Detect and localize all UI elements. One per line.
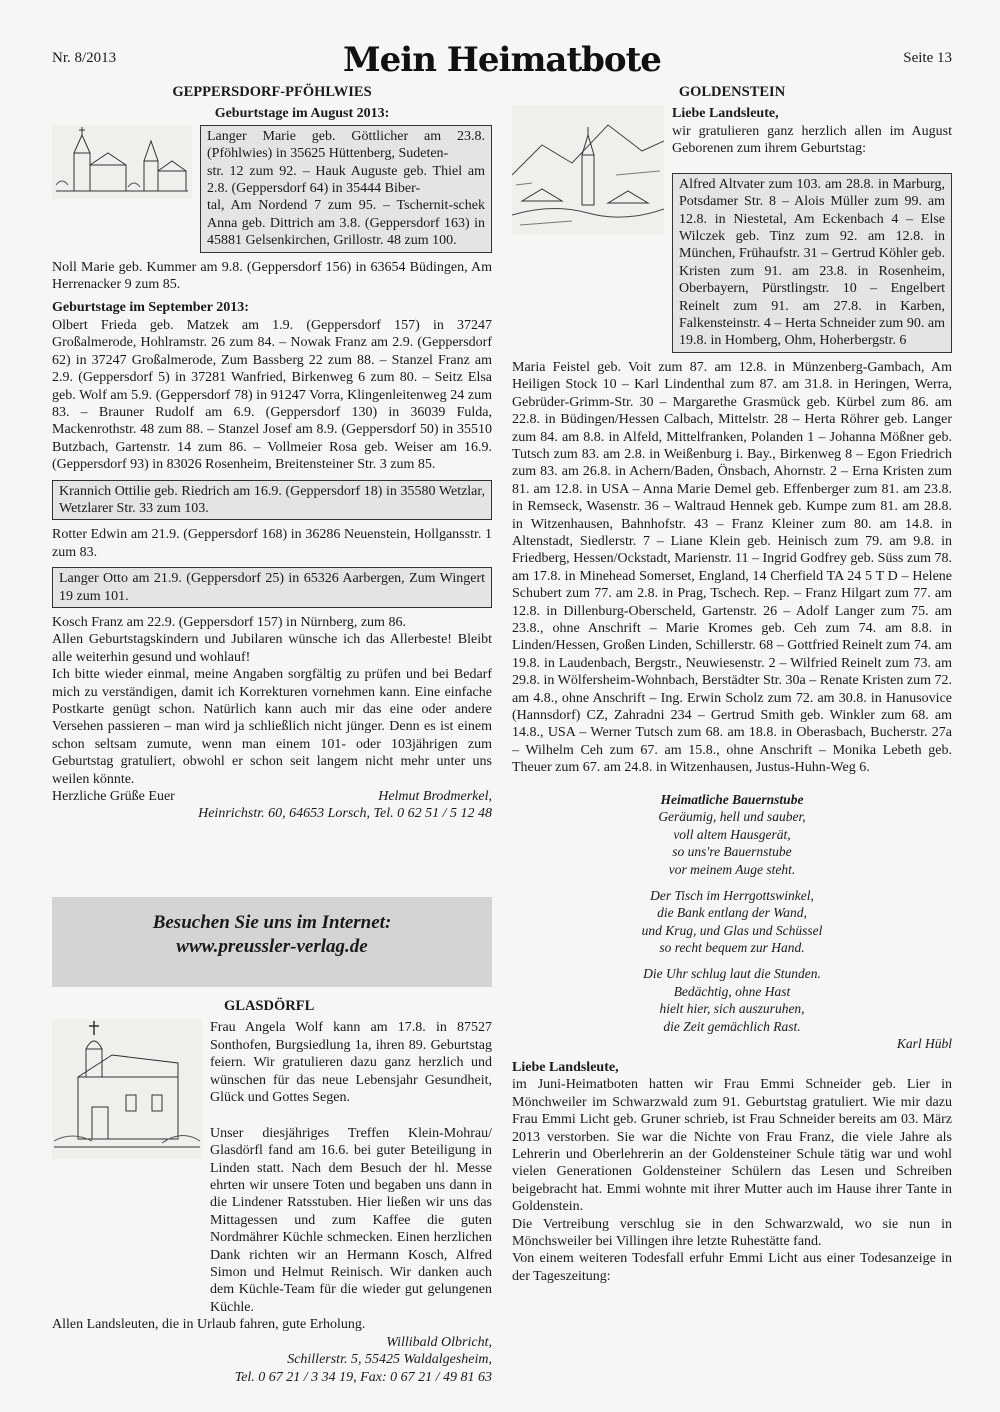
glasdoerfl-holiday: Allen Landsleuten, die in Urlaub fahren, gute Erholung. bbox=[52, 1317, 366, 1333]
poem bbox=[512, 791, 952, 1053]
poem-author: Karl Hübl bbox=[896, 1036, 952, 1052]
highlight-box-goldenstein bbox=[672, 173, 952, 353]
section-title-goldenstein: GOLDENSTEIN bbox=[678, 84, 786, 100]
box-line: Langer Marie geb. Göttlicher am 23.8. (Pföhlwies) in 35625 Hüttenberg, Sudeten- bbox=[207, 128, 485, 162]
september-list: Olbert Frieda geb. Matzek am 1.9. (Geppersdorf 157) in 37247 Großalmerode, Hohlramstr. 26 zum 84. – Nowak Franz am 2.9. (Geppersdorf 62) in 37247 Großalmerode, Zum Bassberg 22 zum 88. – Stanzel Franz am 2.9. (Geppersdorf 5) in 37281 Wanfried, Birkenweg 6 zum 80. – Seitz Elsa geb. Wolf am 5.9. (Geppersdorf 78) in 91247 Vorra, Klingenleitenweg 24 zum 83. – Brauner Rudolf am 6.9. (Geppersdorf 130) in 36039 Fulda, Mackenrothstr. 48 zum 88. – Stanzel Josef am 8.9. (Geppersdorf 50) in 35510 Butzbach, Gartenstr. 14 zum 86. – Vollmeier Rosa geb. Weiser am 16.9. (Geppersdorf 93) in 83026 Rosenheim, Breitensteiner Str. 3 zum 85. bbox=[52, 317, 492, 473]
geppersdorf-intro bbox=[52, 125, 492, 253]
issue-number: Nr. 8/2013 bbox=[52, 50, 117, 66]
box-line: tal, Am Nordend 7 zum 95. – Tschernit-schek Anna geb. Dittrich am 3.8. (Geppersdorf 163) in 45881 Gelsenkirchen, Grillostr. 48 zum 100. bbox=[207, 198, 485, 249]
poem-line: voll altem Hausgerät, bbox=[673, 826, 791, 842]
glasdoerfl-address-1: Schillerstr. 5, 55425 Waldalgesheim, bbox=[287, 1352, 492, 1368]
poem-line: die Zeit gemächlich Rast. bbox=[663, 1018, 801, 1034]
glasdoerfl-section bbox=[52, 998, 492, 1386]
letter-body-2: Die Vertreibung verschlug sie in den Schwarzwald, wo sie nun in Mönchsweiler bei Villingen ihre letzte Ruhestätte fand. bbox=[512, 1216, 952, 1249]
signature-row bbox=[52, 788, 492, 805]
goldenstein-salutation: Liebe Landsleute, bbox=[672, 106, 779, 122]
page-number: Seite 13 bbox=[903, 50, 952, 66]
website-banner[interactable] bbox=[52, 897, 492, 987]
banner-line-1: Besuchen Sie uns im Internet: bbox=[152, 912, 392, 933]
poem-line: die Bank entlang der Wand, bbox=[657, 905, 807, 921]
masthead: Mein Heimatbote bbox=[343, 40, 661, 80]
author-address: Heinrichstr. 60, 64653 Lorsch, Tel. 0 62 51 / 5 12 48 bbox=[198, 806, 492, 822]
letter-salutation: Liebe Landsleute, bbox=[512, 1059, 619, 1075]
birthday-entry: Noll Marie geb. Kummer am 9.8. (Geppersdorf 156) in 63654 Büdingen, Am Herrenacker 9 zum 85. bbox=[52, 259, 492, 293]
letter-body-3: Von einem weiteren Todesfall erfuhr Emmi Licht aus einer Todesanzeige in der Tageszeitung: bbox=[512, 1251, 952, 1284]
highlight-box-krannich bbox=[52, 480, 492, 521]
mountain-village-sketch-icon bbox=[512, 105, 664, 240]
glasdoerfl-birthday: Frau Angela Wolf kann am 17.8. in 87527 Sonthofen, Burgsiedlung 1a, ihren 89. Geburtstag feiern. Wir gratulieren dazu ganz herzlich und wünschen für das neue Lebensjahr Gesundheit, Glück und Gottes Segen. bbox=[210, 1020, 492, 1106]
goldenstein-intro-text: wir gratulieren ganz herzlich allen im August Geborenen zum ihrem Geburtstag: bbox=[672, 123, 952, 157]
highlight-box-langer-otto bbox=[52, 567, 492, 608]
poem-line: und Krug, und Glas und Schüssel bbox=[641, 922, 823, 938]
poem-line: Der Tisch im Herrgottswinkel, bbox=[650, 887, 814, 903]
poem-line: Bedächtig, ohne Hast bbox=[673, 983, 791, 999]
box-text: Alfred Altvater zum 103. am 28.8. in Marburg, Potsdamer Str. 8 – Alois Müller zum 99. am 12.8. in Niestetal, Am Eckenbach 4 – Else Wilczek geb. Tinz zum 92. am 12.8. in München, Frühaufstr. 31 – Gertrud Köhler geb. Kristen zum 91. am 23.8. in Rosenheim, Oberbayern, Pürstlingstr. 10 – Engelbert Reinelt zum 91. am 27.8. in Karben, Falkensteinstr. 4 – Herta Schneider zum 90. am 19.8. in Homberg, Ohm, Hoherbergstr. 6 bbox=[679, 176, 945, 349]
left-column bbox=[52, 84, 492, 823]
page-header bbox=[52, 42, 952, 82]
box-line: str. 12 zum 92. – Hauk Auguste geb. Thiel am 2.8. (Geppersdorf 64) in 35444 Biber- bbox=[207, 163, 485, 197]
poem-line: hielt hier, sich auszuruhen, bbox=[659, 1001, 805, 1017]
box-text: Langer Otto am 21.9. (Geppersdorf 25) in 65326 Aarbergen, Zum Wingert 19 zum 101. bbox=[59, 571, 485, 604]
september-heading: Geburtstage im September 2013: bbox=[52, 300, 249, 316]
glasdoerfl-address-2: Tel. 0 67 21 / 3 34 19, Fax: 0 67 21 / 49 81 63 bbox=[234, 1369, 492, 1385]
greeting: Herzliche Grüße Euer bbox=[52, 789, 175, 805]
closing-wishes: Allen Geburtstagskindern und Jubilaren wünsche ich das Allerbeste! Bleibt alle weiterhin gesund und wohlauf! bbox=[52, 632, 492, 665]
poem-line: so uns're Bauernstube bbox=[672, 844, 792, 860]
august-heading: Geburtstage im August 2013: bbox=[214, 106, 390, 122]
glasdoerfl-author: Willibald Olbricht, bbox=[386, 1334, 492, 1350]
glasdoerfl-meeting: Unser diesjähriges Treffen Klein-Mohrau/ Glasdörfl fand am 16.6. bei guter Beteiligung in Linden statt. Nach dem Besuch der hl. Messe ehrten wir unsere Toten und begaben uns dann in die Lindener Ratsstuben. Hier ließen wir uns das Mittagessen und zum Kaffee die guten Nordmährer Küchle schmecken. Einen herzlichen Dank richten wir an Hermann Kosch, Alfred Simon und Helmut Reinisch. Wir danken auch dem Küchle-Team für die wieder gut gelungenen Küchle. bbox=[210, 1125, 492, 1315]
poem-line: Die Uhr schlug laut die Stunden. bbox=[643, 965, 821, 981]
chapel-sketch-icon bbox=[52, 1019, 202, 1164]
section-title-geppersdorf: GEPPERSDORF-PFÖHLWIES bbox=[172, 84, 372, 100]
birthday-entry: Rotter Edwin am 21.9. (Geppersdorf 168) in 36286 Neuenstein, Hollgansstr. 1 zum 83. bbox=[52, 527, 492, 560]
poem-line: so recht bequem zur Hand. bbox=[659, 940, 805, 956]
closing-request: Ich bitte wieder einmal, meine Angaben sorgfältig zu prüfen und bei Bedarf mich zu verständigen, damit ich Korrekturen vornehmen kann. Eine einfache Postkarte genügt schon. Natürlich kann auch mir das eine oder andere Versehen passieren – man wird ja schließlich nicht jünger. Denn es ist einem schon seltsam zumute, wenn man einem 101- oder 103jährigen zum Geburtstag gratuliert, obwohl er schon seit langem nicht mehr unter uns weilen könnte. bbox=[52, 667, 492, 787]
goldenstein-birthday-list: Maria Feistel geb. Voit zum 87. am 12.8. in Münzenberg-Gambach, Am Heiligen Stock 10 – Karl Lindenthal zum 87. am 31.8. in Heringen, Werra, Gebrüder-Grimm-Str. 30 – Margarethe Grasmück geb. Kürbel zum 86. am 22.8. in Büdingen/Hessen Calbach, Mittelstr. 28 – Herta Röhrer geb. Langer zum 84. am 8.8. in Alfeld, Mittelfranken, Polanden 1 – Johanna Mößner geb. Tutsch zum 83. am 2.8. in Weißenburg i. Bay., Birkenweg 8 – Egon Friedrich zum 83. am 26.8. in Achern/Baden, Önsbach, Ahornstr. 2 – Erna Kristen zum 81. am 12.8. in USA – Anna Marie Demel geb. Effenberger zum 81. am 23.8. in Remseck, Wasenstr. 36 – Waltraud Hennek geb. Kumpe zum 81. am 28.8. in Witzenhausen, Bahnhofstr. 43 – Franz Kleiner zum 80. am 14.8. in Altenstadt, Siedlerstr. 7 – Liane Klein geb. Heinisch zum 79. am 9.8. in Friedberg, Hessen/Ockstadt, Marienstr. 11 – Ingrid Godfrey geb. Süss zum 78. am 17.8. in Minehead Somerset, England, 14 Cherfield TA 24 5 T D – Helene Schubert zum 77. am 2.8. in Prag, Tschech. Rep. – Franz Hilgart zum 77. am 12.8. in Dillenburg-Oberscheld, Gartenstr. 26 – Adolf Langer zum 75. am 23.8., ohne Anschrift – Marie Kromes geb. Ceh zum 74. am 8.8. in Linden/Hessen, Großen Linden, Schillerstr. 68 – Gottfried Reinelt zum 74. am 19.8. in Laudenbach, Bergstr., Neuwiesenstr. 2 – Wilfried Reinelt zum 73. am 29.8. in Wölfersheim-Wohnbach, Berstädter Str. 30a – Renate Kristen zum 72. am 4.8., ohne Anschrift – Ing. Erwin Scholz zum 72. am 30.8. in Hanusovice (Hannsdorf) CZ, Zahradni 234 – Gertrud Smith geb. Winkler zum 68. am 14.8., USA – Werner Tutsch zum 68. am 18.8. in Oberasbach, Bucherstr. 27a – Wilhelm Ceh zum 67. am 15.8., ohne Anschrift – Monika Lebeth geb. Theuer zum 67. am 24.8. in Witzenhausen, Justus-Huhn-Weg 6. bbox=[512, 359, 952, 776]
birthday-entry: Kosch Franz am 22.9. (Geppersdorf 157) in Nürnberg, zum 86. bbox=[52, 614, 406, 630]
poem-title: Heimatliche Bauernstube bbox=[660, 791, 804, 807]
box-text: Krannich Ottilie geb. Riedrich am 16.9. (Geppersdorf 18) in 35580 Wetzlar, Wetzlarer Str. 33 zum 103. bbox=[59, 483, 485, 516]
highlight-box-august bbox=[200, 125, 492, 253]
section-title-glasdoerfl: GLASDÖRFL bbox=[224, 998, 315, 1014]
poem-line: Geräumig, hell und sauber, bbox=[658, 809, 806, 825]
letter-body: im Juni-Heimatboten hatten wir Frau Emmi Schneider geb. Lier in Mönchweiler im Schwarzwald zum 91. Geburtstag gratuliert. Wie mir dazu Frau Emmi Licht geb. Gruner schrieb, ist Frau Schneider bereits am 03. März 2013 verstorben. Sie war die Nichte von Frau Franz, die viele Jahre als Lehrerin und Oberlehrerin an der Goldensteiner Schule tätig war und wohl vielen Generationen Goldensteiner Schülern das Lesen und Schreiben beigebracht hat. Emmi wohnte mit ihrer Mutter auch im Hause ihrer Tante in Goldenstein. bbox=[512, 1077, 952, 1215]
author-name: Helmut Brodmerkel, bbox=[378, 789, 492, 805]
church-sketch-icon bbox=[52, 125, 192, 253]
right-column bbox=[512, 84, 952, 1285]
banner-url-link[interactable]: www.preussler-verlag.de bbox=[176, 936, 368, 957]
poem-line: vor meinem Auge steht. bbox=[668, 862, 796, 877]
